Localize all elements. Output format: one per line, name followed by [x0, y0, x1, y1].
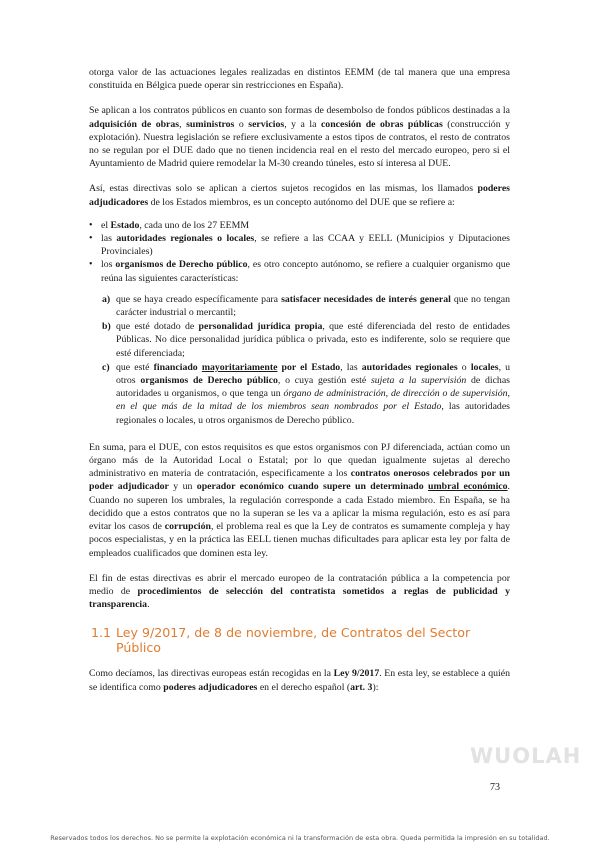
text: Se aplican a los contratos públicos en cuanto son formas de desembolso de fondos públicos destinadas a la [89, 105, 510, 117]
text: , [179, 118, 187, 130]
paragraph-closing [89, 667, 510, 693]
paragraph-subjects [89, 182, 510, 208]
text: Como decíamos, las directivas europeas están recogidas en la [89, 668, 334, 680]
list-marker: c) [102, 361, 110, 373]
section-number: 1.1 [91, 625, 112, 641]
text: En suma, para el DUE, con estos requisitos es que estos organismos con PJ diferenciada, actúan como un órgano más de la Autoridad Local o Estatal; por lo que quedan igualmente sujetas al derecho administrativo en materia de contratación, especificamente a los [89, 441, 510, 480]
bold-term: Estado [110, 219, 140, 231]
bold-term: Ley 9/2017 [333, 668, 380, 680]
bullet-item-organismos [89, 258, 510, 284]
underlined-term: mayoritariamente [201, 361, 278, 373]
text: , es otro concepto autónomo, se refiere a cualquier organismo que reúna las siguientes características: [101, 259, 510, 284]
paragraph-purpose [89, 572, 510, 612]
list-marker: b) [102, 321, 111, 333]
bold-term: operador económico cuando supere un determinado [196, 481, 429, 493]
text: los [101, 259, 116, 271]
text: , u otros [116, 361, 511, 387]
bullet-list [89, 219, 510, 285]
bold-term: servicios [248, 118, 285, 130]
text: . Cuando no superen los umbrales, la regulación corresponde a cada Estado miembro. En España, se ha decidido que a estos contratos que no la superan se les va a aplicar la misma regulación, esto es así para evitar los casos de [89, 481, 510, 533]
text: ): [372, 681, 379, 693]
text: , que esté diferenciada del resto de entidades Públicas. No dice personalidad jurídica pública o privada, esto es indiferente, solo se requiere que esté diferenciada; [116, 321, 510, 359]
wuolah-watermark: WUOLAH [470, 744, 582, 768]
text: las [101, 233, 117, 245]
underlined-term: umbral económico [428, 481, 508, 493]
list-marker: a) [102, 293, 111, 305]
text: de los Estados miembros, es un concepto autónomo del DUE que se refiere a: [148, 196, 455, 208]
bold-term: locales [470, 361, 499, 373]
text: , se refiere a las CCAA y EELL (Municipios y Diputaciones Provinciales) [101, 233, 510, 258]
bold-term: autoridades regionales [361, 361, 458, 373]
bold-term: satisfacer necesidades de interés general [281, 293, 451, 305]
text: de dichas autoridades u organismos, o que tenga un [116, 375, 510, 400]
text: o [457, 361, 471, 373]
text: El fin de estas directivas es abrir el mercado europeo de la contratación pública a la competencia por medio de [89, 572, 510, 597]
text: que se haya creado específicamente para [116, 293, 282, 305]
text: que esté [116, 361, 154, 373]
text: , cada uno de los 27 EEMM [139, 219, 250, 231]
bold-term: concesión de obras públicas [320, 118, 443, 130]
text: otorga valor de las actuaciones legales realizadas en distintos EEMM (de tal manera que una empresa constituida en Bélgica puede operar sin restricciones en España). [89, 67, 510, 92]
text: . [147, 599, 150, 611]
bold-term: organismos de Derecho público [115, 259, 248, 271]
bold-term: poderes adjudicadores [163, 681, 258, 693]
paragraph-eemm [89, 66, 510, 92]
text: (construcción y explotación). Nuestra legislación se refiere exclusivamente a estos tipos de contratos, el resto de contratos no se regulan por el DUE dado que no tienen incidencia real en el resto del mercado europeo, pero si el Ayuntamiento de Madrid quiere remodelar la M-30 creando túneles, esto sí interesa al DUE. [89, 118, 510, 170]
bold-term: suministros [186, 118, 235, 130]
text: que no tengan carácter industrial o mercantil; [116, 293, 511, 319]
bullet-item-autoridades [89, 232, 510, 258]
requirement-c [89, 361, 510, 427]
requirement-b [89, 320, 510, 360]
text: Así, estas directivas solo se aplican a ciertos sujetos recogidos en las mismas, los llamados [89, 183, 478, 195]
text: en el derecho español ( [257, 681, 351, 693]
text: , o cuya gestión esté [277, 375, 371, 387]
bold-term: organismos de Derecho público [140, 375, 278, 387]
text: , las [340, 361, 362, 373]
text: que esté dotado de [116, 321, 199, 333]
bold-term: financiado [153, 361, 202, 373]
paragraph-summary [89, 441, 510, 560]
text: el [101, 219, 111, 231]
italic-term: sujeta a la supervisión [370, 375, 467, 387]
section-heading [89, 625, 510, 655]
text: , y a la [284, 118, 321, 130]
paragraph-contracts [89, 104, 510, 170]
bold-term: procedimientos de selección del contratista sometidos a reglas de publicidad y transparencia [89, 585, 510, 611]
page-number: 73 [490, 782, 500, 793]
text: , las autoridades regionales o locales, u otros organismos de Derecho público. [116, 401, 510, 426]
bold-term: art. 3 [350, 681, 373, 693]
requirements-list [89, 293, 510, 427]
bold-term: poderes adjudicadores [89, 183, 510, 208]
bold-term: personalidad jurídica propia [198, 321, 323, 333]
italic-term: órgano de administración, de dirección o de supervisión, en el que más de la mitad de los miembros sean nombrados por el Estado [116, 388, 510, 413]
text: o [234, 118, 249, 130]
bold-term: adquisición de obras [89, 118, 180, 130]
bold-term: contratos onerosos celebrados por un poder adjudicador [89, 468, 510, 493]
bold-term: por el Estado [277, 361, 341, 373]
text: . En esta ley, se establece a quién se identifica como [89, 668, 510, 693]
bold-term: corrupción [164, 521, 211, 533]
bold-term: autoridades regionales o locales [116, 233, 255, 245]
text: , el problema real es que la Ley de contratos es sumamente compleja y hay pocos especialistas, y en la práctica las EELL tienen muchas dificultades para aplicar esta ley por falta de empleados cualificados que dominen esta ley. [89, 521, 511, 559]
page-content [89, 66, 510, 706]
bullet-item-estado [89, 219, 510, 232]
copyright-footer: Reservados todos los derechos. No se permite la explotación económica ni la transformación de esta obra. Queda permitida la impresión en su totalidad. [50, 834, 550, 842]
section-title: Ley 9/2017, de 8 de noviembre, de Contratos del Sector Público [116, 625, 471, 656]
requirement-a [89, 293, 510, 319]
text: y un [168, 481, 197, 493]
